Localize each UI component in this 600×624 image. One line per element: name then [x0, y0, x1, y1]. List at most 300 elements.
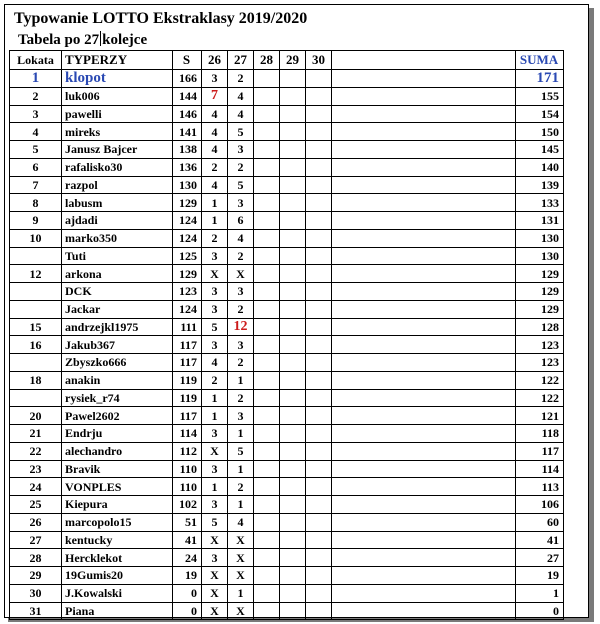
round-27-cell: X: [228, 265, 254, 283]
sum-cell: 140: [516, 158, 564, 176]
rank-cell: 26: [10, 513, 62, 531]
round-29-cell: [280, 141, 306, 159]
round-26-cell: 3: [202, 336, 228, 354]
score-s-cell: 0: [173, 602, 202, 620]
sum-cell: 145: [516, 141, 564, 159]
text-cursor: [100, 31, 101, 46]
round-26-cell: 3: [202, 496, 228, 514]
round-26-cell: 1: [202, 478, 228, 496]
round-27-cell: 5: [228, 176, 254, 194]
round-27-cell: 3: [228, 141, 254, 159]
round-28-cell: [254, 567, 280, 585]
header-lokata: Lokata: [10, 51, 62, 70]
round-30-cell: [306, 176, 332, 194]
score-s-cell: 119: [173, 389, 202, 407]
round-26-cell: 3: [202, 460, 228, 478]
sum-cell: 130: [516, 229, 564, 247]
sum-cell: 60: [516, 513, 564, 531]
round-30-cell: [306, 513, 332, 531]
sum-cell: 114: [516, 460, 564, 478]
score-s-cell: 114: [173, 425, 202, 443]
score-s-cell: 112: [173, 442, 202, 460]
round-27-cell: X: [228, 531, 254, 549]
round-29-cell: [280, 229, 306, 247]
rank-cell: 18: [10, 371, 62, 389]
round-26-cell: X: [202, 442, 228, 460]
round-28-cell: [254, 371, 280, 389]
score-s-cell: 136: [173, 158, 202, 176]
spacer-cell: [332, 389, 516, 407]
table-row: [10, 87, 564, 105]
sum-cell: 150: [516, 123, 564, 141]
rank-cell: 27: [10, 531, 62, 549]
round-26-cell: 4: [202, 105, 228, 123]
score-s-cell: 19: [173, 567, 202, 585]
score-s-cell: 129: [173, 265, 202, 283]
player-name-cell: 19Gumis20: [62, 567, 173, 585]
round-30-cell: [306, 318, 332, 336]
round-28-cell: [254, 442, 280, 460]
spacer-cell: [332, 478, 516, 496]
table-row: [10, 478, 564, 496]
round-29-cell: [280, 531, 306, 549]
spacer-cell: [332, 194, 516, 212]
round-27-cell: 2: [228, 354, 254, 372]
round-27-cell: 5: [228, 442, 254, 460]
header-round-27: 27: [228, 51, 254, 70]
table-row: [10, 584, 564, 602]
page-title: Typowanie LOTTO Ekstraklasy 2019/2020: [14, 10, 308, 27]
round-30-cell: [306, 567, 332, 585]
sum-cell: 121: [516, 407, 564, 425]
table-row: [10, 549, 564, 567]
round-28-cell: [254, 460, 280, 478]
table-row: [10, 336, 564, 354]
ranking-table: [9, 50, 564, 620]
table-row: [10, 425, 564, 443]
score-s-cell: 0: [173, 584, 202, 602]
rank-cell: 31: [10, 602, 62, 620]
table-row: [10, 265, 564, 283]
subtitle-prefix: Tabela po 27: [18, 32, 100, 48]
header-spacer: [332, 51, 516, 70]
round-27-cell: X: [228, 602, 254, 620]
round-26-cell: 1: [202, 212, 228, 230]
table-row: [10, 460, 564, 478]
score-s-cell: 124: [173, 229, 202, 247]
round-29-cell: [280, 212, 306, 230]
round-30-cell: [306, 212, 332, 230]
round-30-cell: [306, 123, 332, 141]
player-name-cell: mireks: [62, 123, 173, 141]
player-name-cell: pawelli: [62, 105, 173, 123]
table-body: [10, 70, 564, 620]
round-30-cell: [306, 584, 332, 602]
round-26-cell: 4: [202, 354, 228, 372]
score-s-cell: 117: [173, 407, 202, 425]
round-30-cell: [306, 478, 332, 496]
round-29-cell: [280, 354, 306, 372]
round-30-cell: [306, 141, 332, 159]
round-28-cell: [254, 70, 280, 88]
round-27-cell: 3: [228, 194, 254, 212]
sum-cell: 27: [516, 549, 564, 567]
rank-cell: 7: [10, 176, 62, 194]
round-26-cell: 2: [202, 229, 228, 247]
player-name-cell: Piana: [62, 602, 173, 620]
round-26-cell: X: [202, 602, 228, 620]
spacer-cell: [332, 354, 516, 372]
spacer-cell: [332, 247, 516, 265]
round-26-cell: 1: [202, 407, 228, 425]
rank-cell: 21: [10, 425, 62, 443]
round-26-cell: 3: [202, 70, 228, 88]
round-27-cell: 1: [228, 460, 254, 478]
round-30-cell: [306, 265, 332, 283]
table-row: [10, 567, 564, 585]
sum-cell: 129: [516, 283, 564, 301]
sum-cell: 19: [516, 567, 564, 585]
sum-cell: 133: [516, 194, 564, 212]
rank-cell: 2: [10, 87, 62, 105]
round-30-cell: [306, 496, 332, 514]
score-s-cell: 166: [173, 70, 202, 88]
player-name-cell: marcopolo15: [62, 513, 173, 531]
round-26-cell: 7: [202, 87, 228, 105]
round-27-cell: 1: [228, 371, 254, 389]
table-row: [10, 176, 564, 194]
header-round-29: 29: [280, 51, 306, 70]
round-27-cell: 2: [228, 389, 254, 407]
round-27-cell: 4: [228, 229, 254, 247]
score-s-cell: 124: [173, 212, 202, 230]
round-29-cell: [280, 158, 306, 176]
table-row: [10, 318, 564, 336]
spacer-cell: [332, 265, 516, 283]
table-row: [10, 407, 564, 425]
player-name-cell: DCK: [62, 283, 173, 301]
player-name-cell: VONPLES: [62, 478, 173, 496]
round-30-cell: [306, 425, 332, 443]
round-26-cell: 4: [202, 123, 228, 141]
header-suma: SUMA: [516, 51, 564, 70]
round-29-cell: [280, 442, 306, 460]
round-28-cell: [254, 229, 280, 247]
round-28-cell: [254, 336, 280, 354]
sum-cell: 139: [516, 176, 564, 194]
round-30-cell: [306, 389, 332, 407]
player-name-cell: Hercklekot: [62, 549, 173, 567]
score-s-cell: 24: [173, 549, 202, 567]
round-30-cell: [306, 442, 332, 460]
table-row: [10, 247, 564, 265]
round-30-cell: [306, 70, 332, 88]
round-28-cell: [254, 212, 280, 230]
round-28-cell: [254, 176, 280, 194]
player-name-cell: Tuti: [62, 247, 173, 265]
header-typerzy: TYPERZY: [62, 51, 173, 70]
player-name-cell: Zbyszko666: [62, 354, 173, 372]
round-26-cell: 3: [202, 283, 228, 301]
header-round-26: 26: [202, 51, 228, 70]
round-27-cell: 2: [228, 247, 254, 265]
round-28-cell: [254, 283, 280, 301]
table-row: [10, 123, 564, 141]
rank-cell: 29: [10, 567, 62, 585]
round-28-cell: [254, 318, 280, 336]
spacer-cell: [332, 460, 516, 478]
round-26-cell: 5: [202, 513, 228, 531]
round-29-cell: [280, 389, 306, 407]
sum-cell: 106: [516, 496, 564, 514]
score-s-cell: 110: [173, 460, 202, 478]
round-28-cell: [254, 265, 280, 283]
player-name-cell: rysiek_r74: [62, 389, 173, 407]
spacer-cell: [332, 300, 516, 318]
sum-cell: 1: [516, 584, 564, 602]
spacer-cell: [332, 584, 516, 602]
table-row: [10, 70, 564, 88]
spacer-cell: [332, 212, 516, 230]
round-28-cell: [254, 584, 280, 602]
round-28-cell: [254, 549, 280, 567]
spacer-cell: [332, 567, 516, 585]
round-30-cell: [306, 229, 332, 247]
score-s-cell: 117: [173, 354, 202, 372]
score-s-cell: 117: [173, 336, 202, 354]
round-29-cell: [280, 425, 306, 443]
round-28-cell: [254, 496, 280, 514]
round-29-cell: [280, 176, 306, 194]
table-row: [10, 354, 564, 372]
player-name-cell: rafalisko30: [62, 158, 173, 176]
round-26-cell: X: [202, 265, 228, 283]
rank-cell: 12: [10, 265, 62, 283]
round-27-cell: 2: [228, 478, 254, 496]
round-26-cell: 4: [202, 176, 228, 194]
table-row: [10, 300, 564, 318]
round-26-cell: X: [202, 531, 228, 549]
sum-cell: 123: [516, 336, 564, 354]
round-29-cell: [280, 247, 306, 265]
round-26-cell: 1: [202, 389, 228, 407]
round-28-cell: [254, 531, 280, 549]
round-30-cell: [306, 87, 332, 105]
table-header-row: [10, 51, 564, 70]
round-30-cell: [306, 602, 332, 620]
round-27-cell: 12: [228, 318, 254, 336]
round-26-cell: 2: [202, 158, 228, 176]
round-26-cell: 5: [202, 318, 228, 336]
rank-cell: 20: [10, 407, 62, 425]
round-30-cell: [306, 194, 332, 212]
rank-cell: 10: [10, 229, 62, 247]
round-27-cell: 1: [228, 425, 254, 443]
rank-cell: 15: [10, 318, 62, 336]
round-27-cell: 6: [228, 212, 254, 230]
round-27-cell: 3: [228, 407, 254, 425]
player-name-cell: Kiepura: [62, 496, 173, 514]
spacer-cell: [332, 496, 516, 514]
round-26-cell: 4: [202, 141, 228, 159]
player-name-cell: klopot: [62, 70, 173, 88]
round-28-cell: [254, 478, 280, 496]
score-s-cell: 129: [173, 194, 202, 212]
round-28-cell: [254, 389, 280, 407]
spacer-cell: [332, 123, 516, 141]
spacer-cell: [332, 70, 516, 88]
sum-cell: 122: [516, 371, 564, 389]
round-26-cell: X: [202, 584, 228, 602]
round-27-cell: 4: [228, 87, 254, 105]
score-s-cell: 119: [173, 371, 202, 389]
rank-cell: [10, 300, 62, 318]
sum-cell: 122: [516, 389, 564, 407]
round-30-cell: [306, 549, 332, 567]
player-name-cell: labusm: [62, 194, 173, 212]
sum-cell: 41: [516, 531, 564, 549]
player-name-cell: Jackar: [62, 300, 173, 318]
sum-cell: 129: [516, 300, 564, 318]
sum-cell: 131: [516, 212, 564, 230]
score-s-cell: 146: [173, 105, 202, 123]
player-name-cell: razpol: [62, 176, 173, 194]
round-29-cell: [280, 496, 306, 514]
rank-cell: 1: [10, 70, 62, 88]
spacer-cell: [332, 105, 516, 123]
round-27-cell: 4: [228, 513, 254, 531]
table-row: [10, 283, 564, 301]
player-name-cell: andrzejkl1975: [62, 318, 173, 336]
round-27-cell: 2: [228, 300, 254, 318]
sum-cell: 171: [516, 70, 564, 88]
spacer-cell: [332, 513, 516, 531]
round-29-cell: [280, 105, 306, 123]
round-28-cell: [254, 602, 280, 620]
score-s-cell: 123: [173, 283, 202, 301]
round-30-cell: [306, 247, 332, 265]
spacer-cell: [332, 371, 516, 389]
score-s-cell: 125: [173, 247, 202, 265]
round-27-cell: 4: [228, 105, 254, 123]
round-30-cell: [306, 371, 332, 389]
player-name-cell: Endrju: [62, 425, 173, 443]
rank-cell: 4: [10, 123, 62, 141]
round-29-cell: [280, 549, 306, 567]
rank-cell: 22: [10, 442, 62, 460]
table-row: [10, 496, 564, 514]
round-29-cell: [280, 70, 306, 88]
round-27-cell: 3: [228, 283, 254, 301]
sum-cell: 128: [516, 318, 564, 336]
round-29-cell: [280, 460, 306, 478]
score-s-cell: 111: [173, 318, 202, 336]
round-28-cell: [254, 247, 280, 265]
spacer-cell: [332, 318, 516, 336]
round-26-cell: 1: [202, 194, 228, 212]
player-name-cell: Bravik: [62, 460, 173, 478]
player-name-cell: kentucky: [62, 531, 173, 549]
rank-cell: [10, 283, 62, 301]
spacer-cell: [332, 602, 516, 620]
rank-cell: [10, 389, 62, 407]
round-29-cell: [280, 371, 306, 389]
spacer-cell: [332, 176, 516, 194]
table-row: [10, 229, 564, 247]
round-29-cell: [280, 300, 306, 318]
round-28-cell: [254, 407, 280, 425]
rank-cell: 8: [10, 194, 62, 212]
round-29-cell: [280, 283, 306, 301]
round-28-cell: [254, 425, 280, 443]
table-row: [10, 513, 564, 531]
round-27-cell: 3: [228, 336, 254, 354]
round-27-cell: 1: [228, 584, 254, 602]
round-30-cell: [306, 407, 332, 425]
round-30-cell: [306, 105, 332, 123]
spacer-cell: [332, 229, 516, 247]
table-row: [10, 105, 564, 123]
round-29-cell: [280, 123, 306, 141]
table-row: [10, 442, 564, 460]
score-s-cell: 124: [173, 300, 202, 318]
round-29-cell: [280, 602, 306, 620]
round-27-cell: 2: [228, 158, 254, 176]
spacer-cell: [332, 283, 516, 301]
score-s-cell: 141: [173, 123, 202, 141]
spacer-cell: [332, 425, 516, 443]
sum-cell: 154: [516, 105, 564, 123]
spacer-cell: [332, 336, 516, 354]
score-s-cell: 51: [173, 513, 202, 531]
round-27-cell: X: [228, 549, 254, 567]
rank-cell: [10, 247, 62, 265]
rank-cell: 24: [10, 478, 62, 496]
round-28-cell: [254, 158, 280, 176]
sum-cell: 155: [516, 87, 564, 105]
page-subtitle: [18, 31, 147, 49]
spacer-cell: [332, 158, 516, 176]
round-26-cell: X: [202, 567, 228, 585]
score-s-cell: 130: [173, 176, 202, 194]
rank-cell: 28: [10, 549, 62, 567]
rank-cell: 3: [10, 105, 62, 123]
player-name-cell: J.Kowalski: [62, 584, 173, 602]
spacer-cell: [332, 531, 516, 549]
round-26-cell: 3: [202, 425, 228, 443]
round-30-cell: [306, 460, 332, 478]
player-name-cell: anakin: [62, 371, 173, 389]
round-27-cell: 5: [228, 123, 254, 141]
rank-cell: [10, 354, 62, 372]
player-name-cell: marko350: [62, 229, 173, 247]
sum-cell: 113: [516, 478, 564, 496]
round-29-cell: [280, 567, 306, 585]
sum-cell: 123: [516, 354, 564, 372]
rank-cell: 6: [10, 158, 62, 176]
round-29-cell: [280, 318, 306, 336]
round-30-cell: [306, 300, 332, 318]
spacer-cell: [332, 407, 516, 425]
player-name-cell: ajdadi: [62, 212, 173, 230]
round-30-cell: [306, 158, 332, 176]
player-name-cell: Janusz Bajcer: [62, 141, 173, 159]
player-name-cell: luk006: [62, 87, 173, 105]
spacer-cell: [332, 87, 516, 105]
round-29-cell: [280, 336, 306, 354]
spacer-cell: [332, 141, 516, 159]
round-26-cell: 3: [202, 300, 228, 318]
